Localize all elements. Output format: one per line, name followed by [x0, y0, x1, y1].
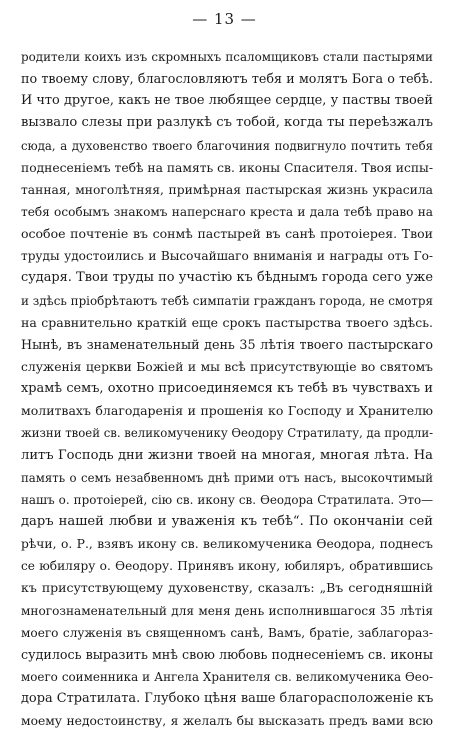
text-line: особое почтеніе въ сонмѣ пастырей въ санѣ протоіерея. Твои [21, 226, 433, 242]
text-line: рѣчи, о. Р., взявъ икону св. великомученика Ѳеодора, поднесъ [21, 537, 433, 552]
text-line: даръ нашей любви и уваженія къ тебѣ“. По окончаніи сей [21, 513, 433, 529]
text-line: дора Стратилата. Глубоко цѣня ваше благорасположеніе къ [21, 691, 433, 707]
text-line: моего служенія въ священномъ санѣ, Вамъ, братіе, заблагораз- [21, 625, 433, 640]
text-line: къ присутствующему духовенству, сказалъ: „Въ сегодняшній [21, 580, 433, 596]
text-line: моего соименника и Ангела Хранителя св. великомученика Ѳео- [21, 669, 433, 684]
text-line: родители коихъ изъ скромныхъ псаломщиковъ стали пастырями [21, 50, 433, 64]
text-line: се юбиляру о. Ѳеодору. Принявъ икону, юбиляръ, обратившись [21, 559, 433, 574]
text-line: моему недостоинству, я желалъ бы высказать предъ вами всю [21, 714, 433, 729]
text-line: тебя особымъ знакомъ наперснаго креста и дала тебѣ право на [21, 204, 433, 219]
text-line: Нынѣ, въ знаменательный день 35 лѣтія твоего пастырскаго [21, 336, 433, 352]
text-line: храмѣ семъ, охотно присоединяемся къ тебѣ въ чувствахъ и [21, 381, 433, 397]
text-line: и здѣсь пріобрѣтаютъ тебѣ симпатіи гражданъ города, не смотря [21, 293, 433, 308]
text-line: И что другое, какъ не твое любящее сердце, у паствы твоей [21, 93, 433, 109]
text-line: литъ Господь дни жизни твоей на многая, многая лѣта. На [21, 447, 433, 463]
text-line: судилось выразить мнѣ свою любовь поднесеніемъ св. иконы [21, 646, 433, 662]
text-line: поднесеніемъ тебѣ на память св. иконы Спасителя. Твоя испы- [21, 160, 433, 175]
text-line: на сравнительно краткій еще срокъ пастырства твоего здѣсь. [21, 314, 433, 330]
text-line: сударя. Твои труды по участію къ бѣднымъ города сего уже [21, 270, 433, 286]
text-line: многознаменательный для меня день исполнившагося 35 лѣтія [21, 603, 433, 618]
body-text [21, 46, 433, 732]
text-line: танная, многолѣтняя, примѣрная пастырская жизнь украсила [21, 182, 433, 197]
text-line: жизни твоей св. великомученику Ѳеодору Стратилату, да продли- [21, 426, 433, 441]
text-line: служенія церкви Божіей и мы всѣ присутствующіе во святомъ [21, 359, 433, 374]
text-line: память о семъ незабвенномъ днѣ прими отъ насъ, высокочтимый [21, 470, 433, 485]
text-line: по твоему слову, благословляютъ тебя и молятъ Бога о тебѣ. [21, 71, 433, 87]
page-number: — 13 — [192, 10, 257, 28]
text-line: сюда, а духовенство твоего благочиния подвигнуло почтить тебя [21, 138, 433, 153]
text-line: нашъ о. протоіерей, сію св. икону св. Ѳеодора Стратилата. Это— [21, 492, 433, 507]
text-line: труды удостоились и Высочайшаго вниманія и награды отъ Го- [21, 249, 433, 264]
text-line: вызвало слезы при разлукѣ съ тобой, когда ты переѣзжалъ [21, 115, 433, 131]
text-line: молитвахъ благодаренія и прошенія ко Господу и Хранителю [21, 403, 433, 419]
